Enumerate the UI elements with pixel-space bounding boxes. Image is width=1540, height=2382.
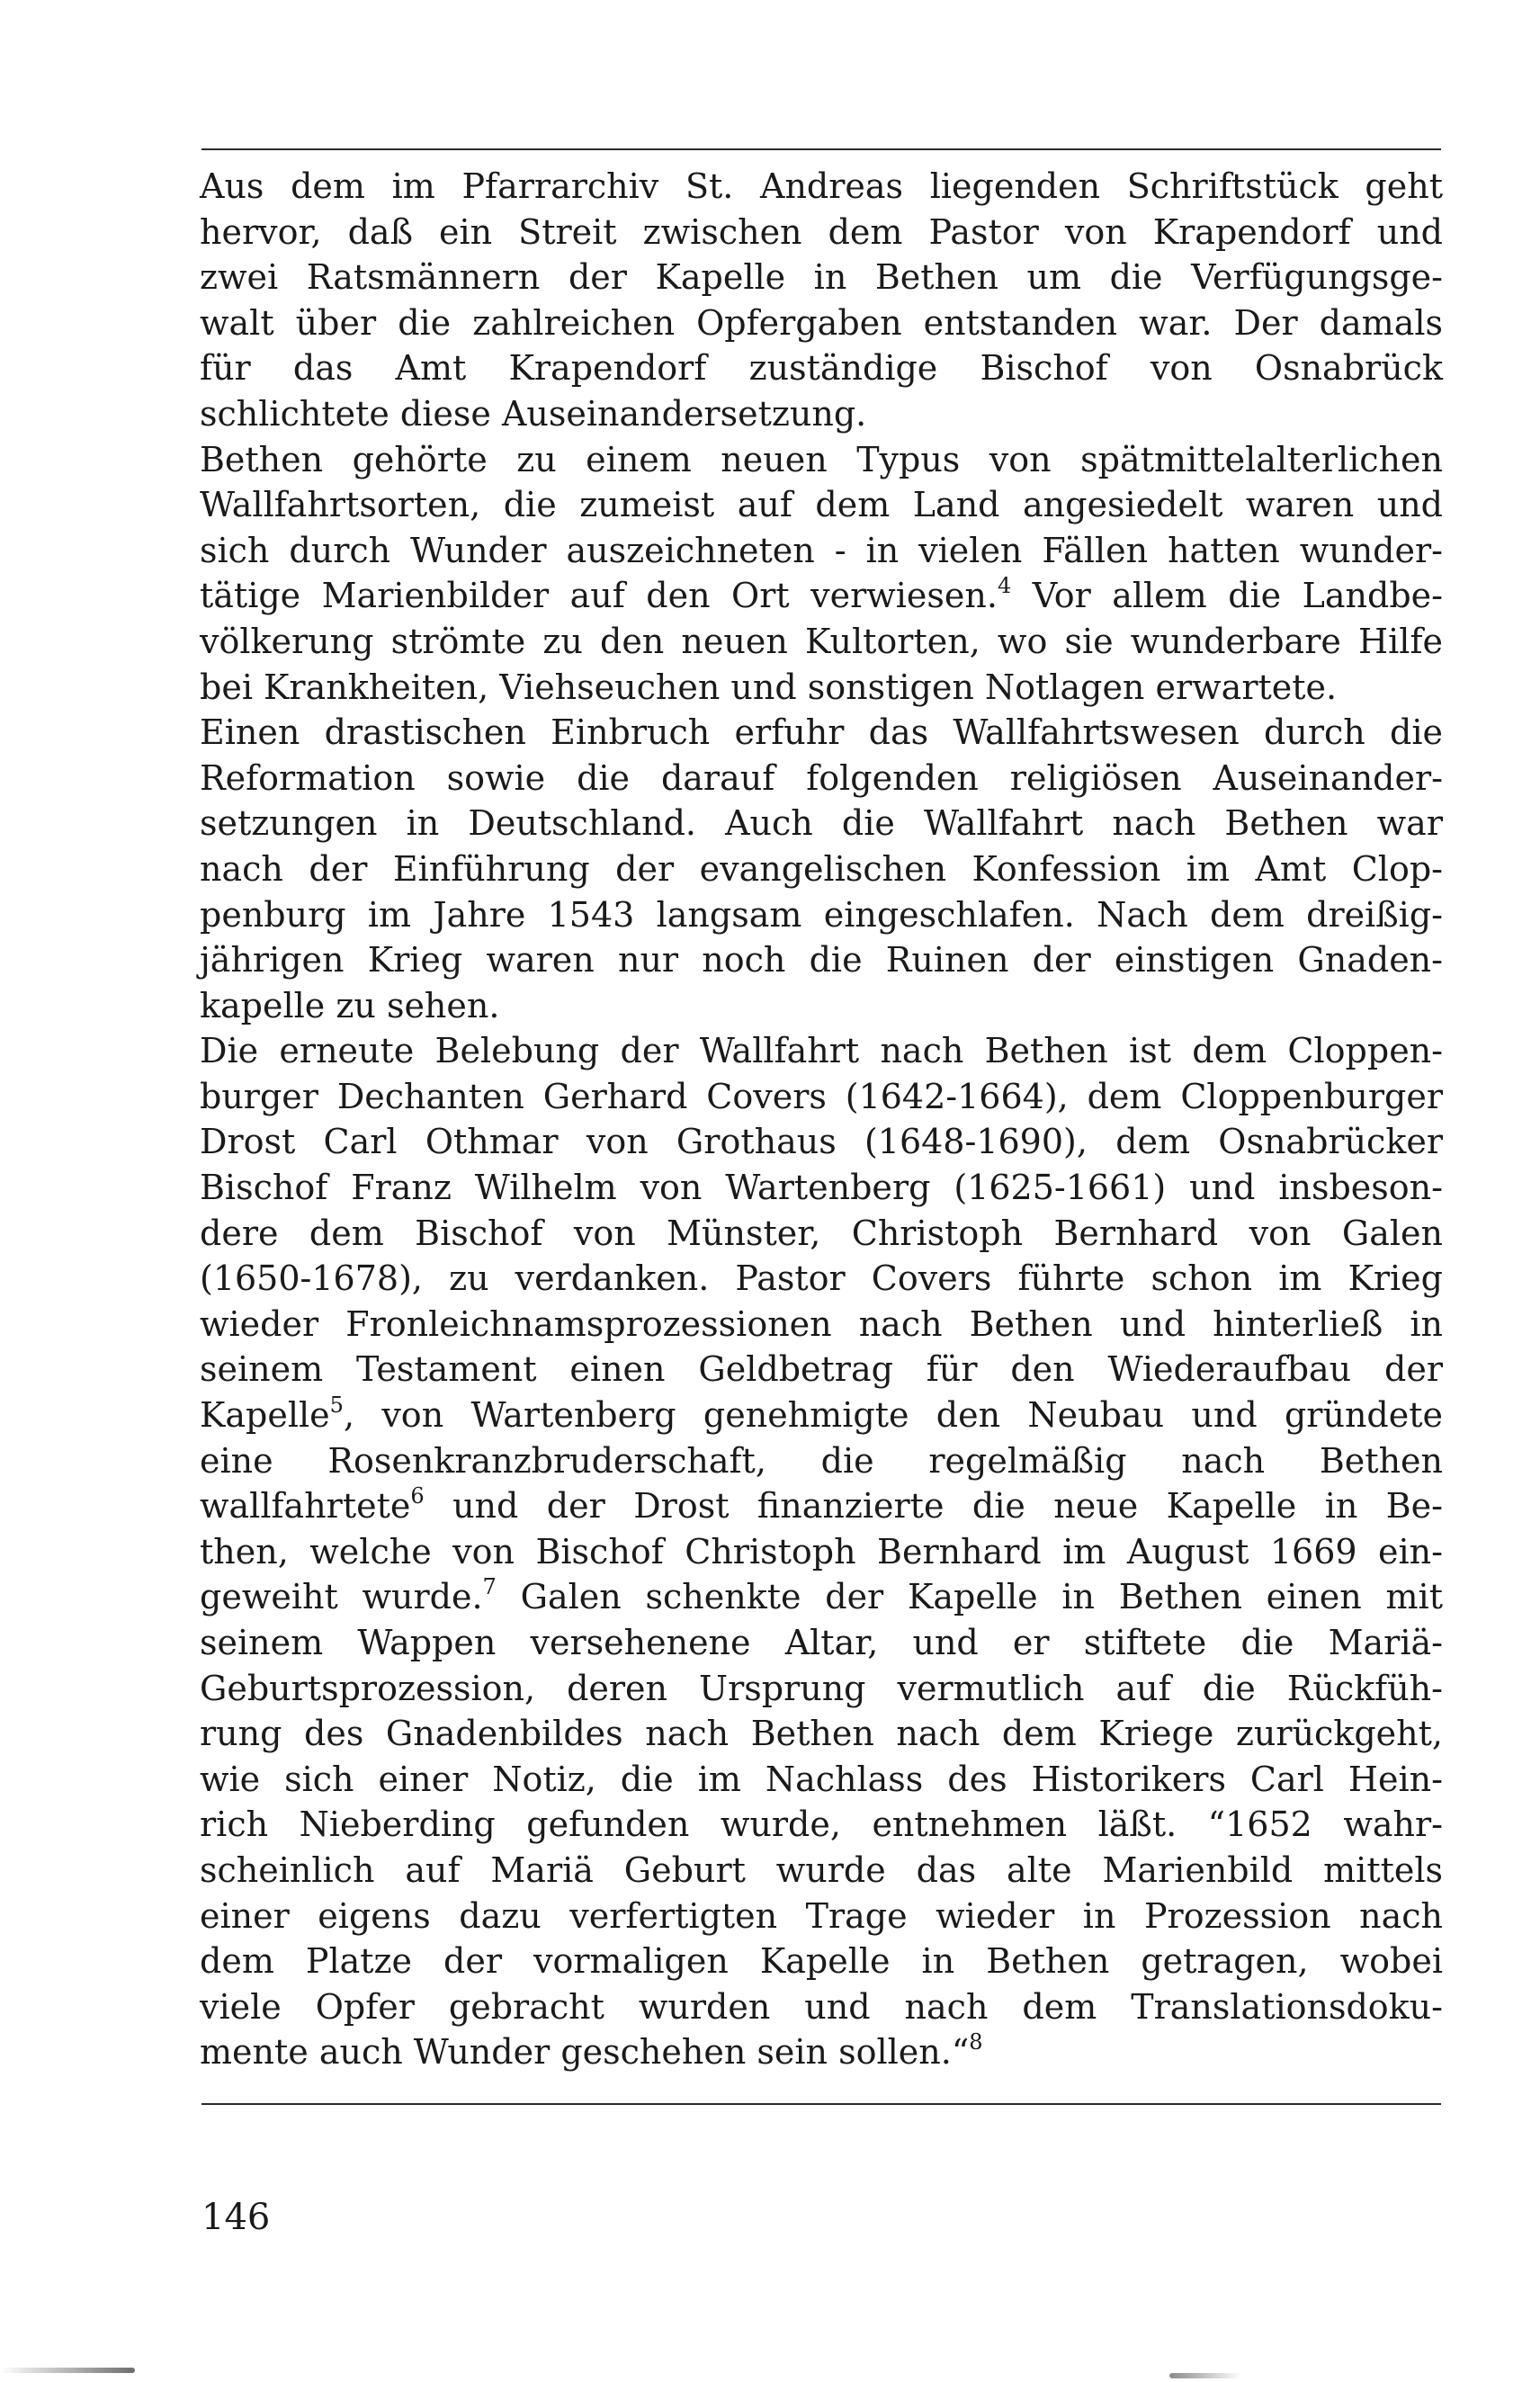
text-line: Wallfahrtsorten, die zumeist auf dem Land angesiedelt waren und [200, 485, 1443, 525]
text-line: geweiht wurde.$^7$ Galen schenkte der Kapelle in Bethen einen mit [200, 1574, 1443, 1617]
text-line: rung des Gnadenbildes nach Bethen nach dem Kriege zurückgeht, [200, 1714, 1443, 1754]
text-line: Kapelle$^5$, von Wartenberg genehmigte den Neubau und gründete [200, 1392, 1443, 1436]
text-line: seinem Wappen versehenene Altar, und er stiftete die Mariä- [200, 1623, 1443, 1662]
text-line: eine Rosenkranzbruderschaft, die regelmäßig nach Bethen [200, 1440, 1443, 1481]
text-line: einer eigens dazu verfertigten Trage wieder in Prozession nach [200, 1895, 1443, 1936]
text-line: tätige Marienbilder auf den Ort verwiesen.$^4$ Vor allem die Landbe- [200, 573, 1443, 616]
text-line: kapelle zu sehen. [200, 985, 500, 1025]
footnote-ref: 7 [482, 1574, 497, 1600]
text-line: hervor, daß ein Streit zwischen dem Pastor von Krapendorf und [200, 211, 1443, 252]
text-line: burger Dechanten Gerhard Covers (1642-1664), dem Cloppenburger [200, 1076, 1443, 1116]
text-line: jährigen Krieg waren nur noch die Ruinen der einstigen Gnaden- [200, 940, 1443, 981]
text-line: Reformation sowie die darauf folgenden religiösen Auseinander- [200, 757, 1443, 798]
text-line: (1650-1678), zu verdanken. Pastor Covers führte schon im Krieg [200, 1258, 1443, 1299]
footnote-ref: 6 [410, 1483, 425, 1509]
text-line: völkerung strömte zu den neuen Kultorten, wo sie wunderbare Hilfe [200, 621, 1443, 661]
text-line: dere dem Bischof von Münster, Christoph Bernhard von Galen [200, 1213, 1443, 1253]
text-line: mente auch Wunder geschehen sein sollen.“$^8$ [200, 2029, 983, 2073]
text-line: Geburtsprozession, deren Ursprung vermutlich auf die Rückfüh- [200, 1668, 1443, 1708]
text-line: walt über die zahlreichen Opfergaben entstanden war. Der damals [200, 302, 1443, 343]
footnote-ref: 5 [329, 1392, 344, 1419]
text-line: dem Platze der vormaligen Kapelle in Bethen getragen, wobei [200, 1941, 1443, 1982]
text-line: nach der Einführung der evangelischen Konfession im Amt Clop- [200, 848, 1443, 889]
text-line: bei Krankheiten, Viehseuchen und sonstigen Notlagen erwartete. [200, 667, 1338, 707]
text-line: Bethen gehörte zu einem neuen Typus von spätmittelalterlichen [200, 439, 1443, 479]
text-line: sich durch Wunder auszeichneten - in vielen Fällen hatten wunder- [200, 530, 1443, 570]
text-line: seinem Testament einen Geldbetrag für den Wiederaufbau der [200, 1349, 1443, 1390]
text-line: penburg im Jahre 1543 langsam eingeschlafen. Nach dem dreißig- [200, 894, 1443, 935]
bottom-rule [201, 2103, 1441, 2105]
text-line: Aus dem im Pfarrarchiv St. Andreas liegenden Schriftstück geht [200, 166, 1443, 206]
footnote-ref: 4 [997, 573, 1012, 599]
text-line: wallfahrtete$^6$ und der Drost finanzierte die neue Kapelle in Be- [200, 1483, 1443, 1527]
body-text [200, 164, 1443, 2075]
text-line: then, welche von Bischof Christoph Bernhard im August 1669 ein- [200, 1531, 1443, 1572]
text-line: zwei Ratsmännern der Kapelle in Bethen um die Verfügungsge- [200, 257, 1443, 298]
page-number: 146 [201, 2197, 271, 2238]
text-line: Die erneute Belebung der Wallfahrt nach Bethen ist dem Cloppen- [200, 1031, 1443, 1071]
text-line: wie sich einer Notiz, die im Nachlass des Historikers Carl Hein- [200, 1759, 1443, 1799]
text-line: Einen drastischen Einbruch erfuhr das Wallfahrtswesen durch die [200, 712, 1443, 753]
text-line: scheinlich auf Mariä Geburt wurde das alte Marienbild mittels [200, 1849, 1443, 1890]
text-line: setzungen in Deutschland. Auch die Wallfahrt nach Bethen war [200, 803, 1443, 844]
text-line: viele Opfer gebracht wurden und nach dem Translationsdoku- [200, 1986, 1443, 2027]
footnote-ref: 8 [969, 2029, 983, 2055]
text-line: für das Amt Krapendorf zuständige Bischof von Osnabrück [200, 348, 1443, 389]
text-line: Drost Carl Othmar von Grothaus (1648-1690), dem Osnabrücker [200, 1122, 1443, 1162]
text-line: rich Nieberding gefunden wurde, entnehmen läßt. “1652 wahr- [200, 1804, 1443, 1845]
text-line: wieder Fronleichnamsprozessionen nach Bethen und hinterließ in [200, 1303, 1443, 1344]
top-rule [201, 148, 1441, 150]
scan-artifact [0, 2368, 135, 2373]
scan-artifact [1169, 2373, 1241, 2378]
text-line: schlichtete diese Auseinandersetzung. [200, 393, 867, 434]
text-line: Bischof Franz Wilhelm von Wartenberg (1625-1661) und insbeson- [200, 1168, 1443, 1208]
